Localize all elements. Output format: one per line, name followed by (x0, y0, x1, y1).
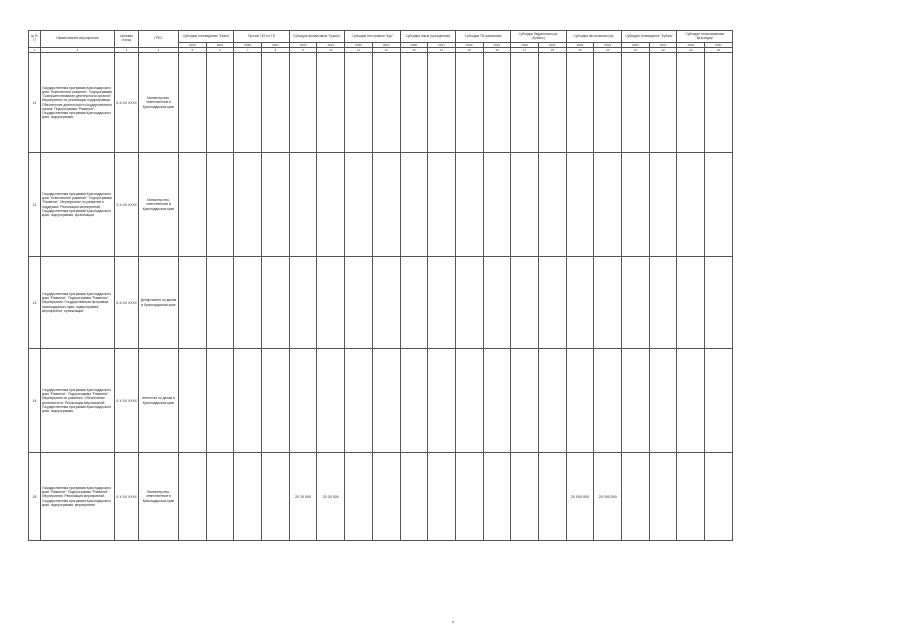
value-cell (179, 349, 207, 453)
value-cell (262, 153, 290, 257)
value-cell (566, 53, 594, 153)
header-group: Субсидии автономным учр. (566, 31, 621, 43)
header-num: № П/П (29, 31, 41, 48)
value-cell (705, 257, 733, 349)
year-cell: 2020 (677, 43, 705, 48)
year-cell: 2021 (705, 43, 733, 48)
value-cell (677, 153, 705, 257)
year-cell: 2021 (262, 43, 290, 48)
value-cell (705, 349, 733, 453)
column-number: 10 (317, 48, 345, 53)
header-group: Субсидии иным учреждениям (400, 31, 455, 43)
value-cell (455, 453, 483, 541)
value-cell (345, 153, 373, 257)
year-cell: 2020 (622, 43, 650, 48)
column-number: 7 (234, 48, 262, 53)
value-cell (538, 153, 566, 257)
value-cell (455, 153, 483, 257)
header-group: Прочие ГКУ по ТВ (234, 31, 289, 43)
column-number: 15 (455, 48, 483, 53)
header-group: Субсидии бюджетным учр. (Кубань) (511, 31, 566, 43)
column-number: 5 (179, 48, 207, 53)
page-number: 4 (451, 619, 455, 624)
table-row (29, 453, 733, 541)
value-cell (345, 453, 373, 541)
year-cell: 2021 (538, 43, 566, 48)
value-cell (372, 349, 400, 453)
value-cell (677, 349, 705, 453)
value-cell (594, 257, 622, 349)
value-cell (345, 53, 373, 153)
value-cell (179, 257, 207, 349)
column-number: 6 (206, 48, 234, 53)
year-cell: 2020 (566, 43, 594, 48)
value-cell (622, 257, 650, 349)
value-cell (538, 349, 566, 453)
value-cell (538, 53, 566, 153)
header-group: Субсидии телевидению "Бизон" (179, 31, 234, 43)
header-group: Субсидии ТВ-компаниям (455, 31, 510, 43)
column-number: 3 (115, 48, 139, 53)
column-number: 1 (29, 48, 41, 53)
value-cell (428, 257, 456, 349)
value-cell (262, 349, 290, 453)
row-code: Х-Х-ХХ ХХХХ (115, 453, 139, 541)
value-cell: 20 000 000 (566, 453, 594, 541)
value-cell (345, 257, 373, 349)
value-cell (622, 153, 650, 257)
value-cell (372, 153, 400, 257)
value-cell (179, 453, 207, 541)
value-cell (705, 153, 733, 257)
column-number: 8 (262, 48, 290, 53)
value-cell (483, 53, 511, 153)
value-cell (372, 453, 400, 541)
value-cell (206, 53, 234, 153)
year-cell: 2021 (317, 43, 345, 48)
row-number: 14 (29, 349, 41, 453)
value-cell (649, 257, 677, 349)
value-cell (400, 53, 428, 153)
value-cell (677, 53, 705, 153)
year-cell: 2020 (234, 43, 262, 48)
column-number: 23 (677, 48, 705, 53)
value-cell (428, 453, 456, 541)
value-cell (455, 53, 483, 153)
row-executor: Министерство, ответственное в Краснодарском крае (139, 153, 179, 257)
value-cell (206, 257, 234, 349)
value-cell (677, 257, 705, 349)
value-cell (234, 453, 262, 541)
value-cell (428, 53, 456, 153)
year-cell: 2020 (179, 43, 207, 48)
value-cell (179, 53, 207, 153)
row-code: Х-Х-ХХ ХХХХ (115, 349, 139, 453)
row-executor: Министерство, ответственное в Краснодарском крае (139, 453, 179, 541)
header-grbs: ГРБС (139, 31, 179, 48)
value-cell (206, 153, 234, 257)
value-cell (317, 153, 345, 257)
value-cell (262, 53, 290, 153)
value-cell (289, 349, 317, 453)
value-cell (317, 349, 345, 453)
row-number: 12 (29, 153, 41, 257)
year-cell: 2021 (428, 43, 456, 48)
year-cell: 2020 (455, 43, 483, 48)
value-cell (400, 257, 428, 349)
value-cell (483, 153, 511, 257)
value-cell (289, 257, 317, 349)
column-number: 22 (649, 48, 677, 53)
value-cell (705, 453, 733, 541)
row-description: Государственная программа Краснодарского края "Развитие". Подпрограмма "Развитие". Мероприятие. Реализация мероприятий. Государственная программа Краснодарского края, подпрограмма, мероприятие. (41, 453, 115, 541)
value-cell (622, 453, 650, 541)
column-number: 21 (622, 48, 650, 53)
year-cell: 2020 (511, 43, 539, 48)
header-name: Наименование мероприятия (41, 31, 115, 48)
value-cell (400, 349, 428, 453)
value-cell (511, 453, 539, 541)
header-group: Субсидии телевидение "Кубань" (622, 31, 677, 43)
table-row (29, 257, 733, 349)
row-executor: Министерство, ответственное в Краснодарском крае (139, 53, 179, 153)
column-number: 12 (372, 48, 400, 53)
value-cell (649, 53, 677, 153)
value-cell (428, 349, 456, 453)
value-cell (455, 349, 483, 453)
row-description: Государственная программа Краснодарского края "Развитие". Подпрограмма "Развитие". Мероприятие. Государственная программа Краснодарского края, подпрограмма, мероприятие, организации. (41, 257, 115, 349)
value-cell (649, 453, 677, 541)
row-description: Государственная программа Краснодарского края "Комплексное развитие". Подпрограмма "Совершенствование деятельности органов". Мероприятие по реализации подпрограммы. Обеспечение деятельности государственного органа. Подпрограмма "Развитие". Государственная программа Краснодарского края, подпрограмма. (41, 53, 115, 153)
value-cell (566, 349, 594, 453)
value-cell (511, 53, 539, 153)
value-cell (234, 257, 262, 349)
year-cell: 2020 (400, 43, 428, 48)
value-cell (649, 153, 677, 257)
value-cell (594, 153, 622, 257)
year-cell: 2020 (289, 43, 317, 48)
row-description: Государственная программа Краснодарского края "Комплексное развитие". Подпрограмма "Развитие". Мероприятие по развитию и поддержке. Реализация мероприятий. Государственная программа Краснодарского края, подпрограмма, организации. (41, 153, 115, 257)
row-code: Х-Х-ХХ ХХХХ (115, 53, 139, 153)
header-group: Субсидии телекомпаниям "Краснодар" (677, 31, 732, 43)
value-cell (317, 53, 345, 153)
value-cell (538, 453, 566, 541)
year-cell: 2020 (345, 43, 373, 48)
column-number: 9 (289, 48, 317, 53)
column-number: 13 (400, 48, 428, 53)
table-row (29, 153, 733, 257)
year-cell: 2021 (649, 43, 677, 48)
header-group: Субсидии типография "Кур" (345, 31, 400, 43)
budget-table (28, 30, 733, 541)
value-cell (400, 153, 428, 257)
row-code: Х-Х-ХХ ХХХХ (115, 153, 139, 257)
value-cell (289, 53, 317, 153)
value-cell: 20 20 000 (317, 453, 345, 541)
value-cell (262, 453, 290, 541)
header-code: Целевая статья (115, 31, 139, 48)
row-number: 15 (29, 453, 41, 541)
value-cell (206, 349, 234, 453)
value-cell (566, 153, 594, 257)
value-cell (677, 453, 705, 541)
value-cell (372, 257, 400, 349)
table-row (29, 53, 733, 153)
value-cell (234, 53, 262, 153)
column-number: 19 (566, 48, 594, 53)
value-cell (649, 349, 677, 453)
column-number: 2 (41, 48, 115, 53)
column-number: 24 (705, 48, 733, 53)
row-description: Государственная программа Краснодарского края "Развитие". Подпрограмма "Развитие". Мероприятие по развитию. Обеспечение деятельности. Реализация мероприятий. Государственная программа Краснодарского края, подпрограмма. (41, 349, 115, 453)
row-executor: Агентство по делам в Краснодарском крае (139, 349, 179, 453)
table-row (29, 349, 733, 453)
row-code: Х-Х-ХХ ХХХХ (115, 257, 139, 349)
value-cell (262, 257, 290, 349)
row-number: 13 (29, 257, 41, 349)
value-cell (705, 53, 733, 153)
header-group: Субсидии финансовые "Курьер" (289, 31, 344, 43)
value-cell (455, 257, 483, 349)
value-cell (234, 349, 262, 453)
column-number: 16 (483, 48, 511, 53)
value-cell (372, 53, 400, 153)
value-cell (483, 349, 511, 453)
value-cell (566, 257, 594, 349)
value-cell (511, 349, 539, 453)
value-cell: 20 000 000 (594, 453, 622, 541)
value-cell (483, 453, 511, 541)
value-cell (234, 153, 262, 257)
column-number: 4 (139, 48, 179, 53)
column-number: 14 (428, 48, 456, 53)
column-number: 11 (345, 48, 373, 53)
value-cell (538, 257, 566, 349)
value-cell (594, 349, 622, 453)
value-cell: 20 20 000 (289, 453, 317, 541)
year-cell: 2021 (594, 43, 622, 48)
value-cell (483, 257, 511, 349)
row-executor: Департамент по делам в Краснодарском крае (139, 257, 179, 349)
value-cell (345, 349, 373, 453)
year-cell: 2021 (372, 43, 400, 48)
value-cell (206, 453, 234, 541)
value-cell (179, 153, 207, 257)
value-cell (622, 53, 650, 153)
value-cell (511, 153, 539, 257)
value-cell (400, 453, 428, 541)
value-cell (511, 257, 539, 349)
column-number: 18 (538, 48, 566, 53)
column-number: 20 (594, 48, 622, 53)
value-cell (289, 153, 317, 257)
column-number: 17 (511, 48, 539, 53)
year-cell: 2021 (206, 43, 234, 48)
value-cell (622, 349, 650, 453)
row-number: 11 (29, 53, 41, 153)
value-cell (428, 153, 456, 257)
year-cell: 2021 (483, 43, 511, 48)
value-cell (317, 257, 345, 349)
value-cell (594, 53, 622, 153)
